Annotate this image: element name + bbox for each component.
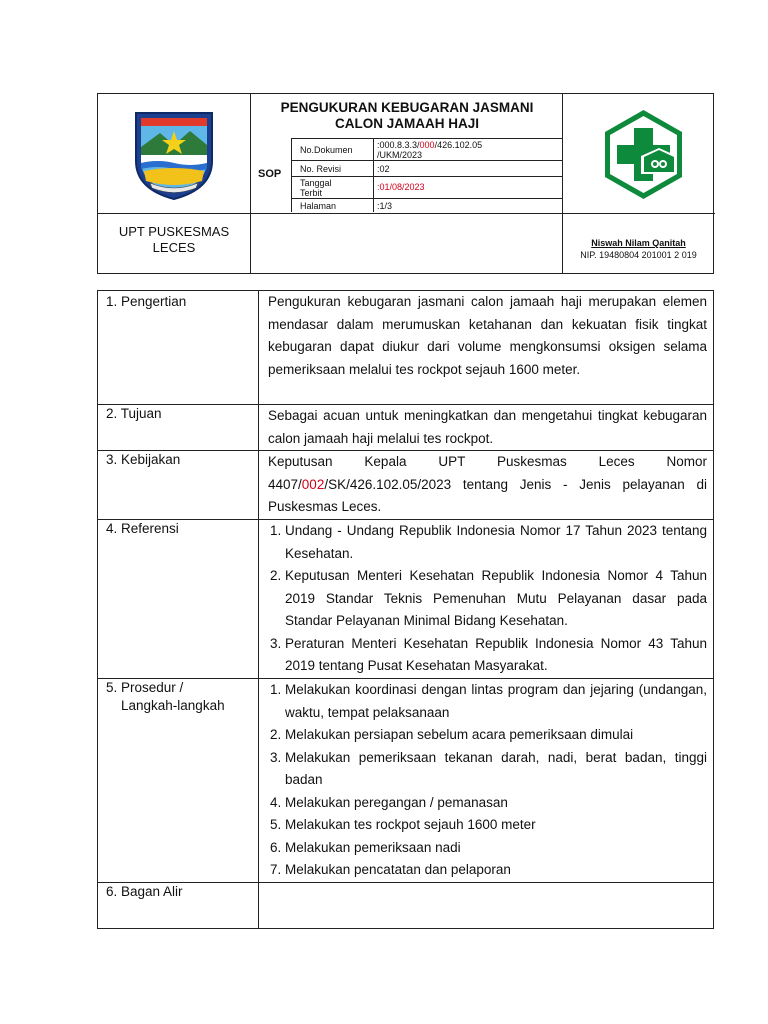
list-item: 5. Melakukan tes rockpot sejauh 1600 meter [285,814,707,837]
section-label: 6. Bagan Alir [98,882,259,928]
reference-list [263,520,707,678]
field-value-no-dokumen [377,140,482,160]
doc-number-part-red: 000 [419,140,435,150]
procedure-list [263,679,707,882]
policy-text: /SK/426.102.05/2023 tentang Jenis - Jenis pelayanan di Puskesmas Leces. [268,476,707,514]
section-row-prosedur [98,679,714,883]
section-label: 4. Referensi [98,520,259,679]
policy-text-red: 002 [301,476,325,492]
list-item: 3. Peraturan Menteri Kesehatan Republik Indonesia Nomor 43 Tahun 2019 tentang Pusat Kesehatan Masyarakat. [285,633,707,678]
document-title [252,100,562,132]
list-item: 3. Melakukan pemeriksaan tekanan darah, nadi, berat badan, tinggi badan [285,747,707,792]
signer-nip: NIP. 19480804 201001 2 019 [580,250,697,260]
label-line: 5. Prosedur / [106,680,184,695]
section-row-tujuan [98,405,714,451]
header-divider [250,94,251,273]
section-label: 3. Kebijakan [98,451,259,520]
title-line: PENGUKURAN KEBUGARAN JASMANI [280,100,534,115]
field-label-halaman: Halaman [300,201,337,211]
puskesmas-logo-icon [597,108,690,201]
label-line: Tanggal [300,178,332,188]
doc-number-part: /UKM/2023 [377,150,423,160]
section-label [98,679,259,883]
field-label-tanggal-terbit [300,178,332,198]
section-content [259,679,714,883]
list-item: 2. Melakukan persiapan sebelum acara pemeriksaan dimulai [285,724,707,747]
org-line: LECES [152,240,196,255]
policy-text: Keputusan Kepala UPT Puskesmas Leces Nomor 4407/ [268,454,707,492]
label-line: Terbit [300,188,323,198]
sop-label: SOP [258,168,282,180]
section-content: Pengukuran kebugaran jasmani calon jamaah haji merupakan elemen mendasar dalam merumuskan ketahanan dan kekuatan fisik tingkat kebugaran dapat diukur dari volume mengkonsumsi oksigen selama pemeriksaan melalui tes rockpot sejauh 1600 meter. [259,291,714,405]
list-item: 4. Melakukan peregangan / pemanasan [285,792,707,815]
title-line: CALON JAMAAH HAJI [334,116,479,131]
doc-number-part: /426.102.05 [434,140,483,150]
section-content: Sebagai acuan untuk meningkatkan dan mengetahui tingkat kebugaran calon jamaah haji melalui tes rockpot. [259,405,714,451]
list-item: 1. Undang - Undang Republik Indonesia Nomor 17 Tahun 2023 tentang Kesehatan. [285,520,707,565]
header-divider [291,160,562,161]
organization-name [98,224,250,256]
field-value-tanggal-terbit: :01/08/2023 [377,182,425,192]
header-divider [291,198,562,199]
list-item: 6. Melakukan pemeriksaan nadi [285,837,707,860]
kabupaten-emblem-icon [130,109,218,201]
section-row-bagan-alir [98,882,714,928]
signer-name: Niswah Nilam Qanitah [591,238,686,248]
doc-number-part: :000.8.3.3/ [377,140,420,150]
label-line: Langkah-langkah [121,698,225,713]
section-content-empty [259,882,714,928]
list-item: 1. Melakukan koordinasi dengan lintas program dan jejaring (undangan, waktu, tempat pelaksanaan [285,679,707,724]
section-label: 2. Tujuan [98,405,259,451]
field-label-no-dokumen: No.Dokumen [300,145,353,155]
field-value-no-revisi: :02 [377,164,390,174]
header-divider [98,213,562,214]
header-divider [373,138,374,212]
section-label: 1. Pengertian [98,291,259,405]
sop-content-table [97,290,714,929]
field-value-halaman: :1/3 [377,201,393,211]
section-content [259,451,714,520]
org-line: UPT PUSKESMAS [118,224,230,239]
header-divider [291,176,562,177]
header-divider [291,138,292,212]
list-item: 2. Keputusan Menteri Kesehatan Republik Indonesia Nomor 4 Tahun 2019 Standar Teknis Pemenuhan Mutu Pelayanan dasar pada Standar Pelayanan Minimal Bidang Kesehatan. [285,565,707,633]
header-divider [291,138,562,139]
section-row-pengertian [98,291,714,405]
section-row-referensi [98,520,714,679]
section-row-kebijakan [98,451,714,520]
section-content [259,520,714,679]
list-item: 7. Melakukan pencatatan dan pelaporan [285,859,707,882]
field-label-no-revisi: No. Revisi [300,164,342,174]
header-divider [562,213,715,214]
document-header [97,93,714,274]
